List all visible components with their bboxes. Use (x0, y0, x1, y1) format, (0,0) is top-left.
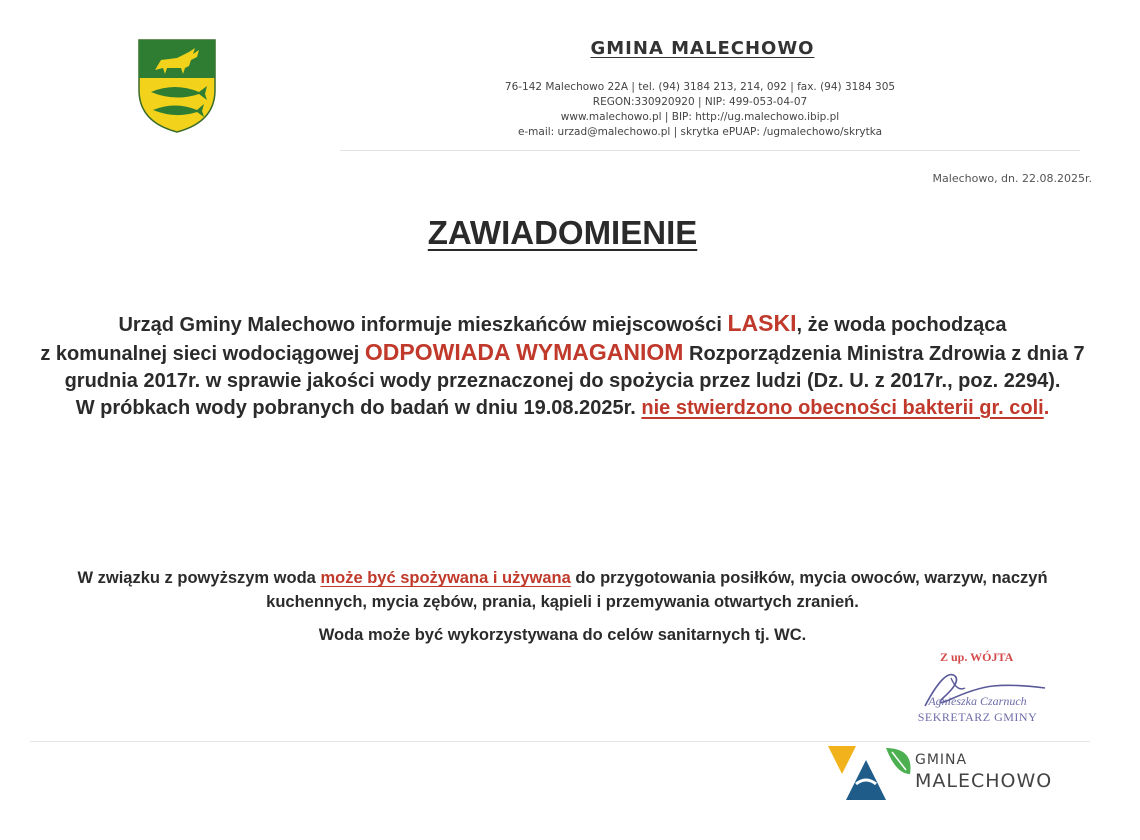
municipality-logo-icon (826, 744, 918, 802)
usage-paragraph (40, 566, 1085, 614)
notice-text: z komunalnej sieci wodociągowej (40, 343, 365, 365)
municipality-name: GMINA MALECHOWO (590, 38, 815, 59)
usage-highlight: może być spożywana i używana (320, 569, 571, 587)
usage-text: W związku z powyższym woda (77, 569, 321, 587)
footer-logo-line2: MALECHOWO (915, 770, 1053, 792)
notice-text: W próbkach wody pobranych do badań w dniu 19.08.2025r. (75, 397, 642, 419)
footer-logo-text (915, 752, 1052, 792)
notice-body (40, 310, 1085, 422)
contact-email: e-mail: urzad@malechowo.pl | skrytka ePUAP: /ugmalechowo/skrytka (517, 126, 883, 138)
locality-name: LASKI (727, 310, 797, 336)
sanitary-note: Woda może być wykorzystywana do celów sanitarnych tj. WC. (318, 626, 807, 644)
footer-logo-line1: GMINA (915, 752, 968, 768)
notice-text: Urząd Gminy Malechowo informuje mieszkańców miejscowości (118, 314, 728, 336)
stamp-signer-name: Agnieszka Czarnuch (928, 694, 1027, 708)
document-date: Malechowo, dn. 22.08.2025r. (932, 172, 1092, 185)
notice-text: Rozporządzenia Ministra Zdrowia z dnia 7 grudnia 2017r. w sprawie jakości wody przeznaczonej do spożycia przez ludzi (Dz. U. z 2017r., poz. 2294). (64, 343, 1085, 392)
footer-divider (30, 741, 1090, 742)
usage-text: do przygotowania posiłków, mycia owoców, warzyw, naczyń kuchennych, mycia zębów, prania, kąpieli i przemywania otwartych zranień. (266, 569, 1048, 611)
stamp-authority: Z up. WÓJTA (940, 650, 1014, 664)
coat-of-arms-icon (137, 38, 217, 134)
compliance-status: ODPOWIADA WYMAGANIOM (364, 339, 684, 365)
notice-text: . (1043, 397, 1050, 419)
header-divider (340, 150, 1080, 151)
notice-text: , że woda pochodząca (796, 314, 1007, 336)
contact-web: www.malechowo.pl | BIP: http://ug.malechowo.ibip.pl (560, 111, 840, 123)
contact-address: 76-142 Malechowo 22A | tel. (94) 3184 213, 214, 092 | fax. (94) 3184 305 (504, 81, 896, 93)
contact-block (420, 80, 980, 140)
stamp-signer-role: SEKRETARZ GMINY (917, 710, 1038, 724)
test-result: nie stwierdzono obecności bakterii gr. coli (641, 397, 1044, 419)
signature-stamp (905, 648, 1055, 728)
document-title: ZAWIADOMIENIE (427, 214, 698, 251)
contact-regon: REGON:330920920 | NIP: 499-053-04-07 (592, 96, 808, 108)
